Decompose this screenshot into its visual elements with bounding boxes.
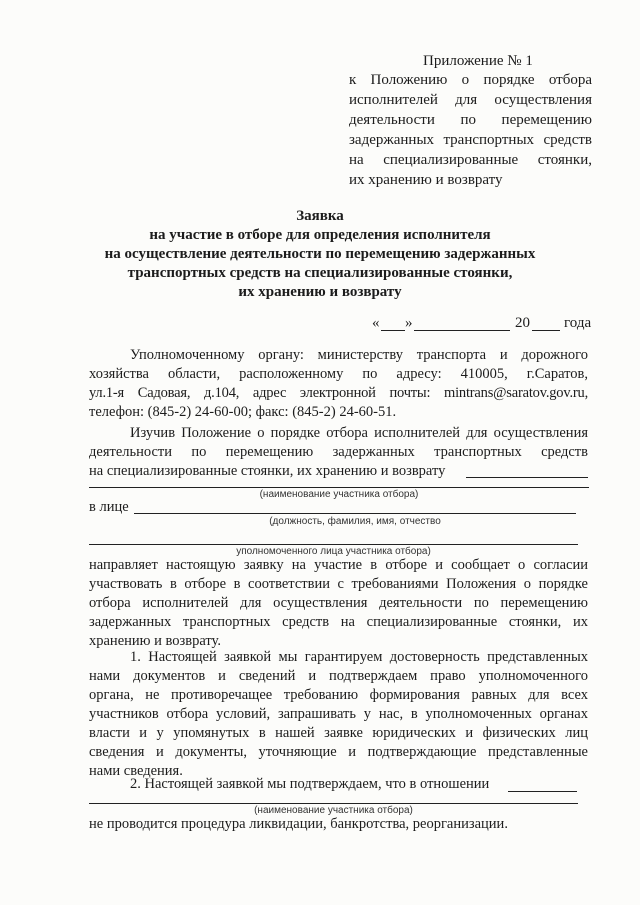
addressee-line: телефон: (845-2) 24-60-00; факс: (845-2) 24-60-51. <box>89 404 397 420</box>
body-line: задержанных транспортных средств на специализированные стоянки, их <box>89 614 588 630</box>
representative-blank[interactable] <box>134 513 576 514</box>
participant-name-blank-2[interactable] <box>89 803 578 804</box>
body-line: направляет настоящую заявку на участие в отборе и сообщает о согласии <box>89 557 588 573</box>
intro-blank[interactable] <box>466 477 588 478</box>
participant-name-caption: (наименование участника отбора) <box>259 489 419 500</box>
appendix-line: исполнителей для осуществления <box>349 92 592 108</box>
body-line: хранению и возврату. <box>89 633 221 649</box>
appendix-line: на специализированные стоянки, <box>349 152 592 168</box>
participant-name-caption-2: (наименование участника отбора) <box>254 805 413 816</box>
month-blank[interactable] <box>414 330 510 331</box>
heading-line: транспортных средств на специализированные стоянки, <box>127 265 513 281</box>
item1-line: сведения и документы, уточняющие и подтверждающие представленные <box>89 744 588 760</box>
appendix-title: Приложение № 1 <box>423 53 533 69</box>
appendix-line: задержанных транспортных средств <box>349 132 592 148</box>
body-line: участвовать в отборе в соответствии с требованиями Положения о порядке <box>89 576 588 592</box>
date-open-quote: « <box>372 315 380 331</box>
item1-line: нами сведения. <box>89 763 183 779</box>
item2-last-line: не проводится процедура ликвидации, банкротства, реорганизации. <box>89 816 508 832</box>
day-blank[interactable] <box>381 330 405 331</box>
year-blank[interactable] <box>532 330 560 331</box>
year-prefix: 20 <box>515 315 530 331</box>
item2-blank[interactable] <box>508 791 577 792</box>
appendix-line: их хранению и возврату <box>349 172 503 188</box>
document-title: Заявка <box>296 208 344 224</box>
item1-line: власти и у упомянутых в нашей заявке юридических и физических лиц <box>89 725 588 741</box>
item1-line: 1. Настоящей заявкой мы гарантируем достоверность представленных <box>130 649 588 665</box>
intro-line: на специализированные стоянки, их хранению и возврату <box>89 463 446 479</box>
heading-line: на осуществление деятельности по перемещению задержанных <box>104 246 536 262</box>
item1-line: органа, не противоречащее требованию формирования равных для всех <box>89 687 588 703</box>
addressee-line: Уполномоченному органу: министерству транспорта и дорожного <box>130 347 588 363</box>
addressee-line: хозяйства области, расположенному по адресу: 410005, г.Саратов, <box>89 366 588 382</box>
appendix-line: деятельности по перемещению <box>349 112 592 128</box>
date-close-quote: » <box>405 315 413 331</box>
year-suffix: года <box>564 315 592 331</box>
heading-line: на участие в отборе для определения исполнителя <box>149 227 491 243</box>
intro-line: деятельности по перемещению задержанных транспортных средств <box>89 444 588 460</box>
in-person-label: в лице <box>89 499 129 515</box>
item1-line: участников отбора условий, запрашивать у нас, в уполномоченных органах <box>89 706 588 722</box>
item1-line: нами документов и сведений и подтверждаем право уполномоченного <box>89 668 588 684</box>
body-line: отбора исполнителей для осуществления деятельности по перемещению <box>89 595 588 611</box>
representative-blank-2[interactable] <box>89 544 578 545</box>
participant-name-blank[interactable] <box>89 487 589 488</box>
heading-line: их хранению и возврату <box>238 284 402 300</box>
position-caption: (должность, фамилия, имя, отчество <box>269 516 441 527</box>
authorized-caption: уполномоченного лица участника отбора) <box>236 546 431 557</box>
item2-first-line: 2. Настоящей заявкой мы подтверждаем, что в отношении <box>130 776 490 792</box>
appendix-line: к Положению о порядке отбора <box>349 72 592 88</box>
intro-line: Изучив Положение о порядке отбора исполнителей для осуществления <box>130 425 588 441</box>
addressee-line: ул.1-я Садовая, д.104, адрес электронной почты: mintrans@saratov.gov.ru, <box>89 385 588 401</box>
